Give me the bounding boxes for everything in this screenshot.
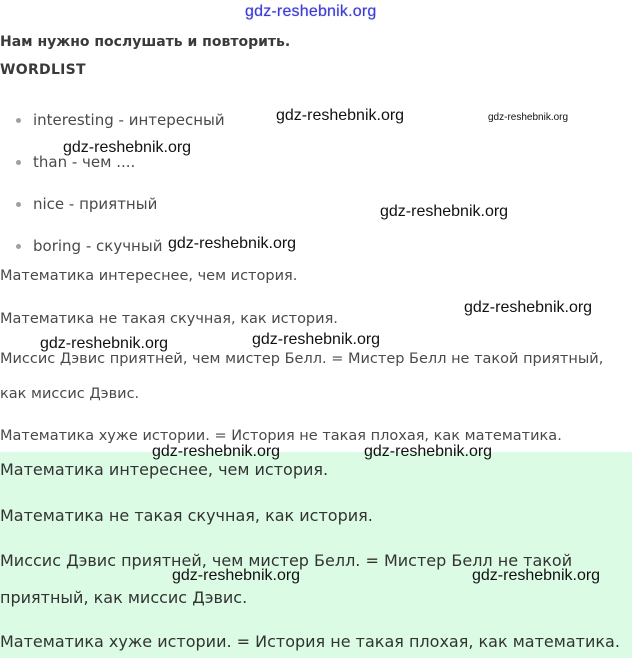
site-watermark-top: gdz-reshebnik.org <box>245 3 377 20</box>
watermark-text: gdz-reshebnik.org <box>364 443 493 460</box>
wordlist-item: boring - скучный <box>16 235 225 277</box>
answer-box <box>0 452 632 658</box>
watermark-text: gdz-reshebnik.org <box>380 203 509 220</box>
watermark-text: gdz-reshebnik.org <box>252 331 381 348</box>
answer-line: Миссис Дэвис приятней, чем мистер Белл. = Мистер Белл не такой <box>0 551 573 570</box>
answer-line: Математика интереснее, чем история. <box>0 460 329 479</box>
answer-line: Математика хуже истории. = История не такая плохая, как математика. <box>0 632 620 651</box>
watermark-text: gdz-reshebnik.org <box>488 112 569 123</box>
watermark-text: gdz-reshebnik.org <box>464 299 593 316</box>
example-sentence: Миссис Дэвис приятней, чем мистер Белл. = Мистер Белл не такой приятный, <box>0 351 604 367</box>
watermark-text: gdz-reshebnik.org <box>168 235 297 252</box>
wordlist-item: than - чем .... <box>16 151 225 193</box>
example-sentence: как миссис Дэвис. <box>0 386 140 402</box>
watermark-text: gdz-reshebnik.org <box>172 567 301 584</box>
wordlist-item: interesting - интересный <box>16 109 225 151</box>
watermark-text: gdz-reshebnik.org <box>276 107 405 124</box>
example-sentence: Математика хуже истории. = История не такая плохая, как математика. <box>0 428 562 444</box>
example-sentence: Математика не такая скучная, как история. <box>0 311 338 327</box>
watermark-text: gdz-reshebnik.org <box>152 443 281 460</box>
wordlist-title: WORDLIST <box>0 62 86 78</box>
watermark-text: gdz-reshebnik.org <box>472 567 601 584</box>
watermark-text: gdz-reshebnik.org <box>40 335 169 352</box>
watermark-text: gdz-reshebnik.org <box>63 139 192 156</box>
example-sentence: Математика интереснее, чем история. <box>0 268 298 284</box>
instruction-text: Нам нужно послушать и повторить. <box>0 34 291 50</box>
answer-line: приятный, как миссис Дэвис. <box>0 588 248 607</box>
wordlist-item: nice - приятный <box>16 193 225 235</box>
answer-line: Математика не такая скучная, как история. <box>0 506 373 525</box>
